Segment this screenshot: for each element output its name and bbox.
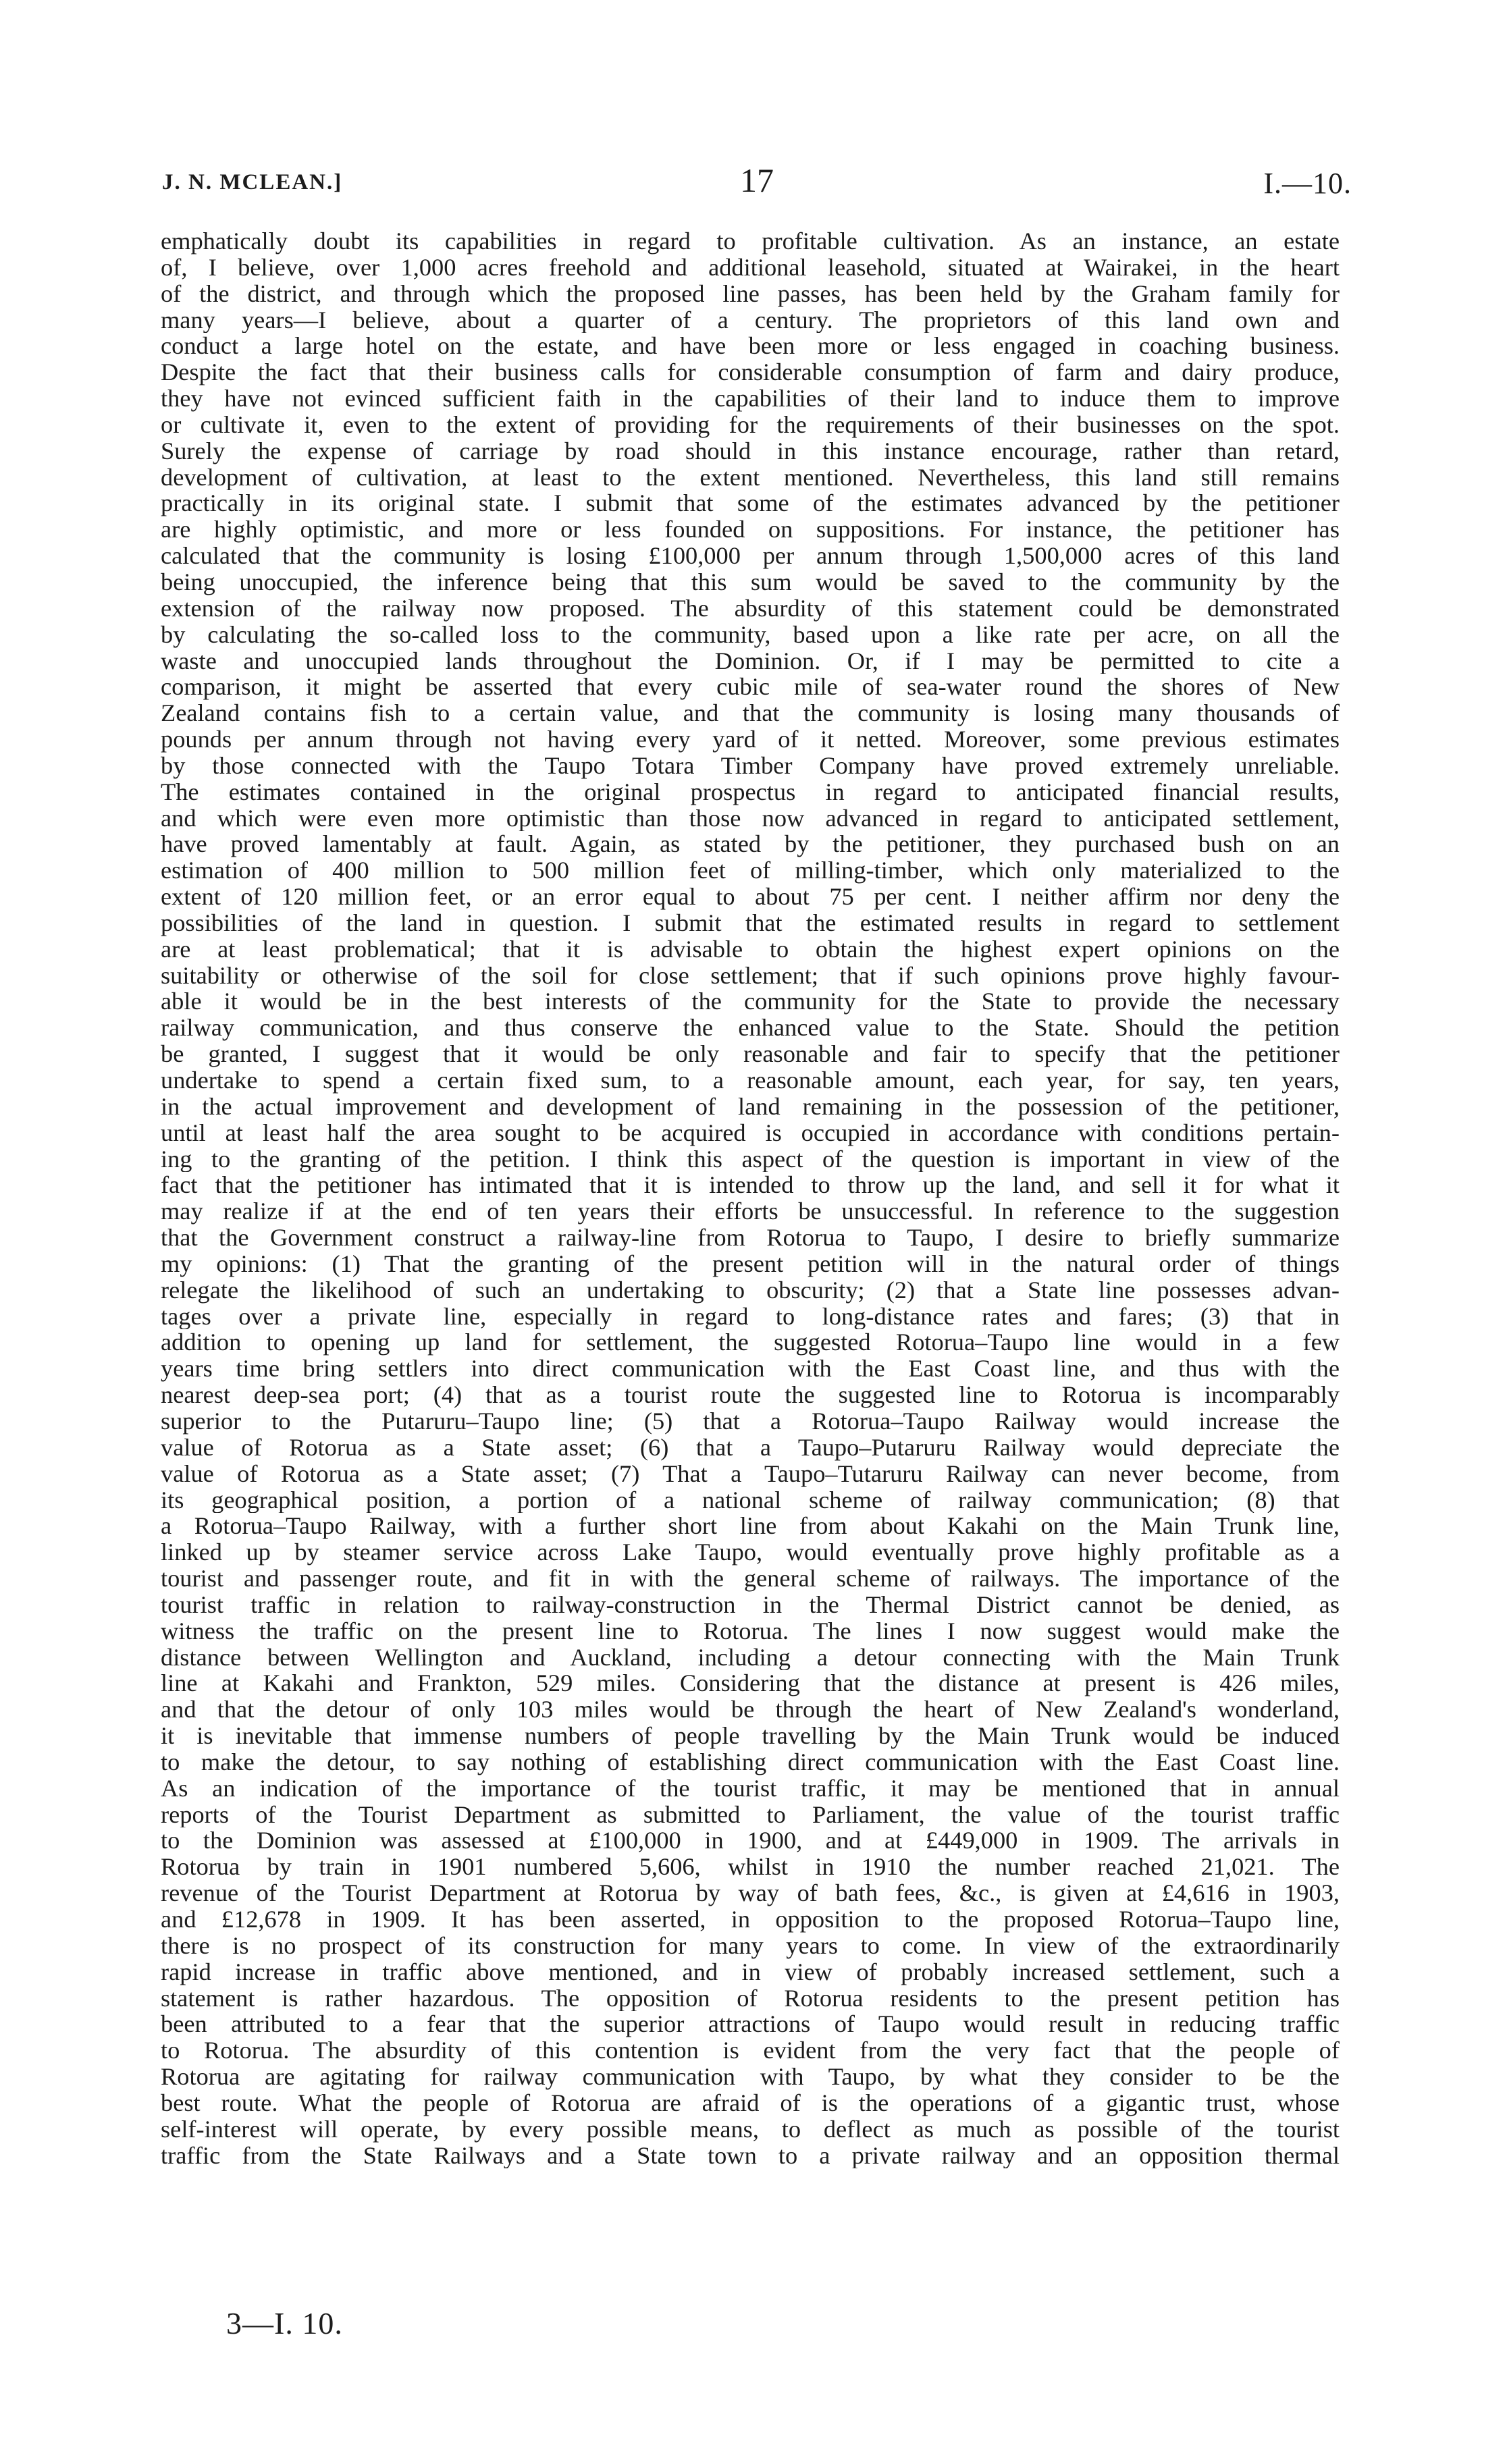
text-line: Surely the expense of carriage by road should in this instance encourage, rather than retard,: [161, 437, 1340, 464]
text-line: best route. What the people of Rotorua are afraid of is the operations of a gigantic trust, whose: [161, 2089, 1340, 2116]
text-line: conduct a large hotel on the estate, and have been more or less engaged in coaching business.: [161, 333, 1340, 360]
text-line: to the Dominion was assessed at £100,000 in 1900, and at £449,000 in 1909. The arrivals in: [161, 1827, 1340, 1854]
text-line: traffic from the State Railways and a State town to a private railway and an opposition thermal: [161, 2142, 1340, 2169]
text-line: being unoccupied, the inference being that this sum would be saved to the community by the: [161, 568, 1340, 595]
text-line: emphatically doubt its capabilities in regard to profitable cultivation. As an instance, an estate: [161, 228, 1340, 255]
text-line: pounds per annum through not having every yard of it netted. Moreover, some previous estimates: [161, 726, 1340, 753]
text-line: waste and unoccupied lands throughout the Dominion. Or, if I may be permitted to cite a: [161, 647, 1340, 674]
text-line: calculated that the community is losing £100,000 per annum through 1,500,000 acres of this land: [161, 543, 1340, 569]
text-line: by calculating the so-called loss to the community, based upon a like rate per acre, on all the: [161, 621, 1340, 648]
text-line: tages over a private line, especially in regard to long-distance rates and fares; (3) that in: [161, 1303, 1340, 1330]
text-line: suitability or otherwise of the soil for close settlement; that if such opinions prove highly favour-: [161, 962, 1340, 989]
text-line: line at Kakahi and Frankton, 529 miles. Considering that the distance at present is 426 miles,: [161, 1670, 1340, 1697]
text-line: development of cultivation, at least to the extent mentioned. Nevertheless, this land still remains: [161, 464, 1340, 491]
text-line: witness the traffic on the present line to Rotorua. The lines I now suggest would make the: [161, 1617, 1340, 1644]
text-line: by those connected with the Taupo Totara Timber Company have proved extremely unreliable.: [161, 752, 1340, 779]
text-line: nearest deep-sea port; (4) that as a tourist route the suggested line to Rotorua is incomparably: [161, 1382, 1340, 1408]
text-line: many years—I believe, about a quarter of a century. The proprietors of this land own and: [161, 306, 1340, 333]
text-line: Rotorua are agitating for railway communication with Taupo, by what they consider to be the: [161, 2064, 1340, 2090]
text-line: undertake to spend a certain fixed sum, to a reasonable amount, each year, for say, ten years,: [161, 1067, 1340, 1094]
text-line: comparison, it might be asserted that every cubic mile of sea-water round the shores of New: [161, 674, 1340, 701]
text-line: are at least problematical; that it is advisable to obtain the highest expert opinions on the: [161, 936, 1340, 963]
text-line: and that the detour of only 103 miles would be through the heart of New Zealand's wonderland,: [161, 1696, 1340, 1723]
text-line: As an indication of the importance of the tourist traffic, it may be mentioned that in annual: [161, 1775, 1340, 1802]
text-line: revenue of the Tourist Department at Rotorua by way of bath fees, &c., is given at £4,616 in 1903,: [161, 1880, 1340, 1906]
text-line: that the Government construct a railway-line from Rotorua to Taupo, I desire to briefly summarize: [161, 1225, 1340, 1251]
text-line: fact that the petitioner has intimated that it is intended to throw up the land, and sell it for what it: [161, 1172, 1340, 1199]
text-line: practically in its original state. I submit that some of the estimates advanced by the petitioner: [161, 490, 1340, 517]
text-line: or cultivate it, even to the extent of providing for the requirements of their businesses on the spot.: [161, 411, 1340, 438]
text-line: estimation of 400 million to 500 million feet of milling-timber, which only materialized to the: [161, 857, 1340, 884]
text-line: relegate the likelihood of such an undertaking to obscurity; (2) that a State line possesses advan-: [161, 1277, 1340, 1304]
text-line: of the district, and through which the proposed line passes, has been held by the Graham family for: [161, 280, 1340, 307]
text-line: it is inevitable that immense numbers of people travelling by the Main Trunk would be induced: [161, 1723, 1340, 1749]
text-line: they have not evinced sufficient faith in the capabilities of their land to induce them to improve: [161, 385, 1340, 412]
text-line: tourist traffic in relation to railway-construction in the Thermal District cannot be denied, as: [161, 1591, 1340, 1618]
text-line: and £12,678 in 1909. It has been asserted, in opposition to the proposed Rotorua–Taupo line,: [161, 1906, 1340, 1933]
text-line: reports of the Tourist Department as submitted to Parliament, the value of the tourist traffic: [161, 1801, 1340, 1828]
text-line: there is no prospect of its construction for many years to come. In view of the extraordinarily: [161, 1932, 1340, 1959]
text-line: Rotorua by train in 1901 numbered 5,606, whilst in 1910 the number reached 21,021. The: [161, 1854, 1340, 1881]
text-line: extent of 120 million feet, or an error equal to about 75 per cent. I neither affirm nor deny the: [161, 884, 1340, 910]
text-line: my opinions: (1) That the granting of the present petition will in the natural order of things: [161, 1250, 1340, 1277]
text-line: superior to the Putaruru–Taupo line; (5) that a Rotorua–Taupo Railway would increase the: [161, 1408, 1340, 1435]
text-line: value of Rotorua as a State asset; (7) That a Taupo–Tutaruru Railway can never become, from: [161, 1460, 1340, 1487]
text-line: until at least half the area sought to be acquired is occupied in accordance with conditions pertain-: [161, 1119, 1340, 1146]
text-line: rapid increase in traffic above mentioned, and in view of probably increased settlement, such a: [161, 1958, 1340, 1985]
text-line: able it would be in the best interests of the community for the State to provide the necessary: [161, 988, 1340, 1015]
text-line: a Rotorua–Taupo Railway, with a further short line from about Kakahi on the Main Trunk line,: [161, 1513, 1340, 1540]
text-line: of, I believe, over 1,000 acres freehold and additional leasehold, situated at Wairakei, in the heart: [161, 254, 1340, 281]
text-line: extension of the railway now proposed. The absurdity of this statement could be demonstrated: [161, 595, 1340, 622]
text-line: to make the detour, to say nothing of establishing direct communication with the East Coast line.: [161, 1748, 1340, 1775]
text-line: to Rotorua. The absurdity of this contention is evident from the very fact that the people of: [161, 2037, 1340, 2064]
running-head-author: J. N. MCLEAN.]: [162, 170, 343, 194]
text-line: railway communication, and thus conserve the enhanced value to the State. Should the petition: [161, 1015, 1340, 1042]
text-line: addition to opening up land for settlement, the suggested Rotorua–Taupo line would in a few: [161, 1329, 1340, 1356]
text-line: its geographical position, a portion of a national scheme of railway communication; (8) that: [161, 1487, 1340, 1514]
text-line: linked up by steamer service across Lake Taupo, would eventually prove highly profitable as a: [161, 1539, 1340, 1566]
text-line: have proved lamentably at fault. Again, as stated by the petitioner, they purchased bush on an: [161, 831, 1340, 858]
text-line: Despite the fact that their business calls for considerable consumption of farm and dairy produce,: [161, 359, 1340, 386]
text-line: are highly optimistic, and more or less founded on suppositions. For instance, the petitioner has: [161, 516, 1340, 543]
text-line: been attributed to a fear that the superior attractions of Taupo would result in reducing traffic: [161, 2011, 1340, 2038]
text-line: ing to the granting of the petition. I think this aspect of the question is important in view of the: [161, 1146, 1340, 1173]
text-line: tourist and passenger route, and fit in with the general scheme of railways. The importance of the: [161, 1565, 1340, 1592]
text-line: in the actual improvement and development of land remaining in the possession of the petitioner,: [161, 1093, 1340, 1120]
page-number: 17: [740, 161, 774, 199]
text-line: possibilities of the land in question. I submit that the estimated results in regard to settlement: [161, 909, 1340, 936]
text-line: and which were even more optimistic than those now advanced in regard to anticipated settlement,: [161, 805, 1340, 832]
document-reference: I.—10.: [1263, 167, 1352, 200]
text-line: statement is rather hazardous. The opposition of Rotorua residents to the present petition has: [161, 1985, 1340, 2012]
text-line: Zealand contains fish to a certain value, and that the community is losing many thousands of: [161, 700, 1340, 727]
body-paragraph: [161, 228, 1340, 2168]
text-line: be granted, I suggest that it would be only reasonable and fair to specify that the petitioner: [161, 1041, 1340, 1067]
text-line: years time bring settlers into direct communication with the East Coast line, and thus with the: [161, 1356, 1340, 1383]
text-line: may realize if at the end of ten years their efforts be unsuccessful. In reference to the suggestion: [161, 1198, 1340, 1225]
text-line: self-interest will operate, by every possible means, to deflect as much as possible of the tourist: [161, 2116, 1340, 2143]
text-line: distance between Wellington and Auckland, including a detour connecting with the Main Trunk: [161, 1644, 1340, 1671]
page-header: [162, 161, 1352, 208]
text-line: The estimates contained in the original prospectus in regard to anticipated financial results,: [161, 778, 1340, 805]
text-line: value of Rotorua as a State asset; (6) that a Taupo–Putaruru Railway would depreciate the: [161, 1434, 1340, 1461]
signature-mark: 3—I. 10.: [226, 2306, 343, 2340]
